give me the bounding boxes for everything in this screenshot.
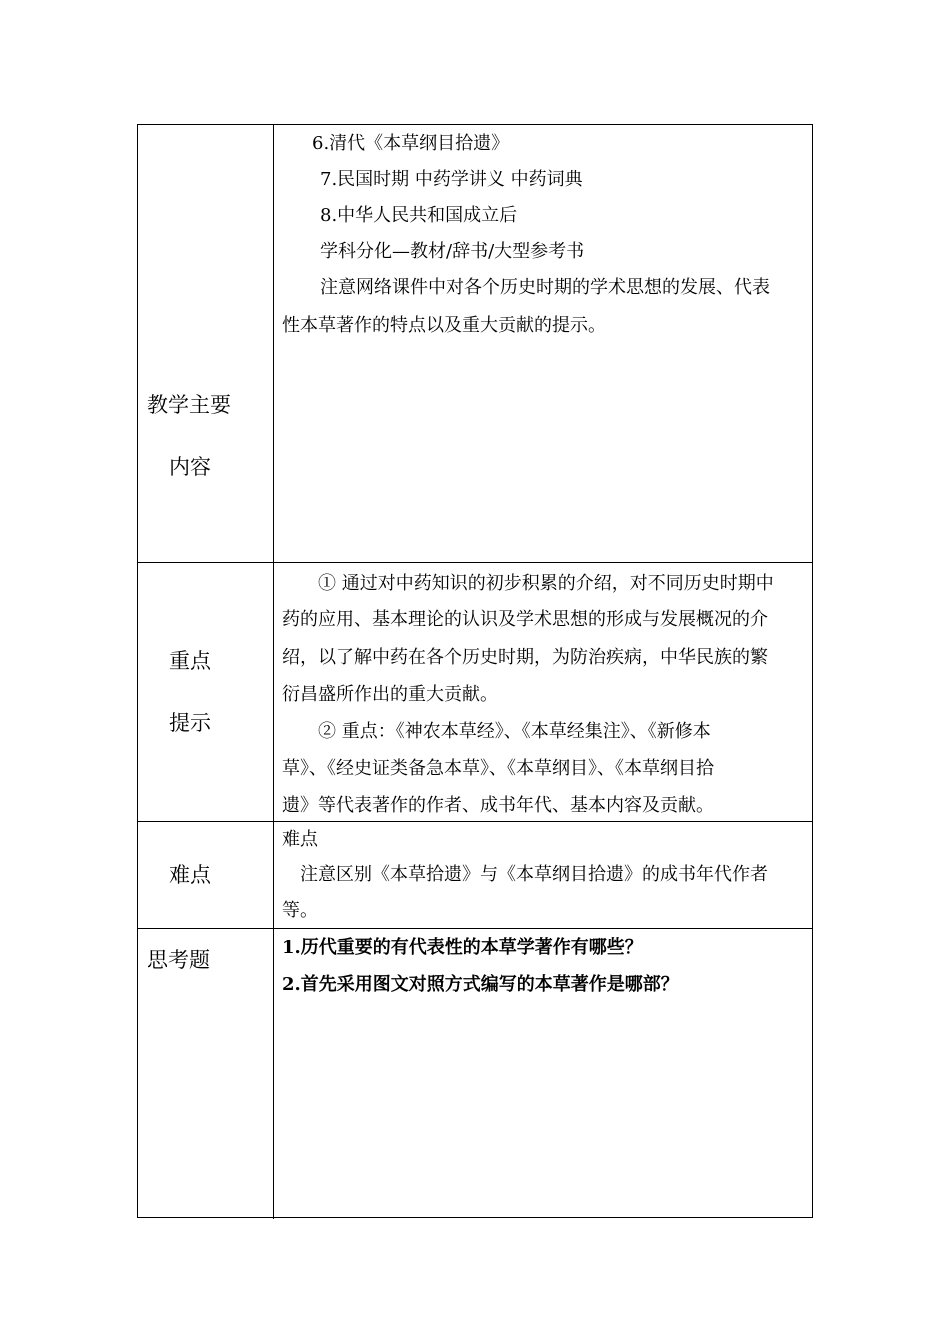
table-row-key-points: [138, 562, 812, 821]
content-line: 6.清代《本草纲目拾遗》: [312, 133, 510, 154]
content-line: 8.中华人民共和国成立后: [320, 205, 518, 226]
content-line: 绍，以了解中药在各个历史时期，为防治疾病，中华民族的繁: [282, 647, 768, 668]
content-line: 药的应用、基本理论的认识及学术思想的形成与发展概况的介: [282, 609, 768, 630]
content-line: 性本草著作的特点以及重大贡献的提示。: [282, 315, 606, 336]
content-line: 衍昌盛所作出的重大贡献。: [282, 684, 498, 705]
content-line: 学科分化—教材/辞书/大型参考书: [320, 241, 585, 262]
row-label-line: 重点: [169, 649, 211, 673]
lesson-plan-table: [137, 124, 813, 1218]
row-label-line: 内容: [169, 455, 211, 479]
content-line: ① 通过对中药知识的初步积累的介绍，对不同历史时期中: [318, 573, 774, 594]
table-row-difficulties: [138, 821, 812, 928]
row-content-cell: [274, 563, 812, 821]
content-line: 等。: [282, 900, 318, 921]
row-label-line: 思考题: [147, 948, 210, 972]
content-line: 7.民国时期 中药学讲义 中药词典: [320, 169, 583, 190]
row-content-cell: [274, 929, 812, 1219]
row-label-cell: [138, 563, 274, 821]
content-line: 1.历代重要的有代表性的本草学著作有哪些？: [282, 937, 643, 958]
row-content-cell: [274, 125, 812, 562]
row-label-line: 提示: [169, 711, 211, 735]
content-line: 2.首先采用图文对照方式编写的本草著作是哪部？: [282, 974, 679, 995]
content-line: ② 重点：《神农本草经》、《本草经集注》、《新修本: [318, 721, 711, 742]
row-label-cell: [138, 125, 274, 562]
content-line: 注意网络课件中对各个历史时期的学术思想的发展、代表: [320, 277, 770, 298]
row-label-cell: [138, 929, 274, 1219]
table-row-main-content: [138, 125, 812, 562]
content-line: 注意区别《本草拾遗》与《本草纲目拾遗》的成书年代作者: [300, 864, 768, 885]
row-label-line: 教学主要: [147, 393, 231, 417]
table-row-questions: [138, 928, 812, 1219]
content-line: 难点: [282, 829, 318, 850]
content-line: 草》、《经史证类备急本草》、《本草纲目》、《本草纲目拾: [282, 758, 714, 779]
row-label-cell: [138, 822, 274, 928]
content-line: 遗》等代表著作的作者、成书年代、基本内容及贡献。: [282, 795, 714, 816]
row-content-cell: [274, 822, 812, 928]
row-label-line: 难点: [169, 863, 211, 887]
